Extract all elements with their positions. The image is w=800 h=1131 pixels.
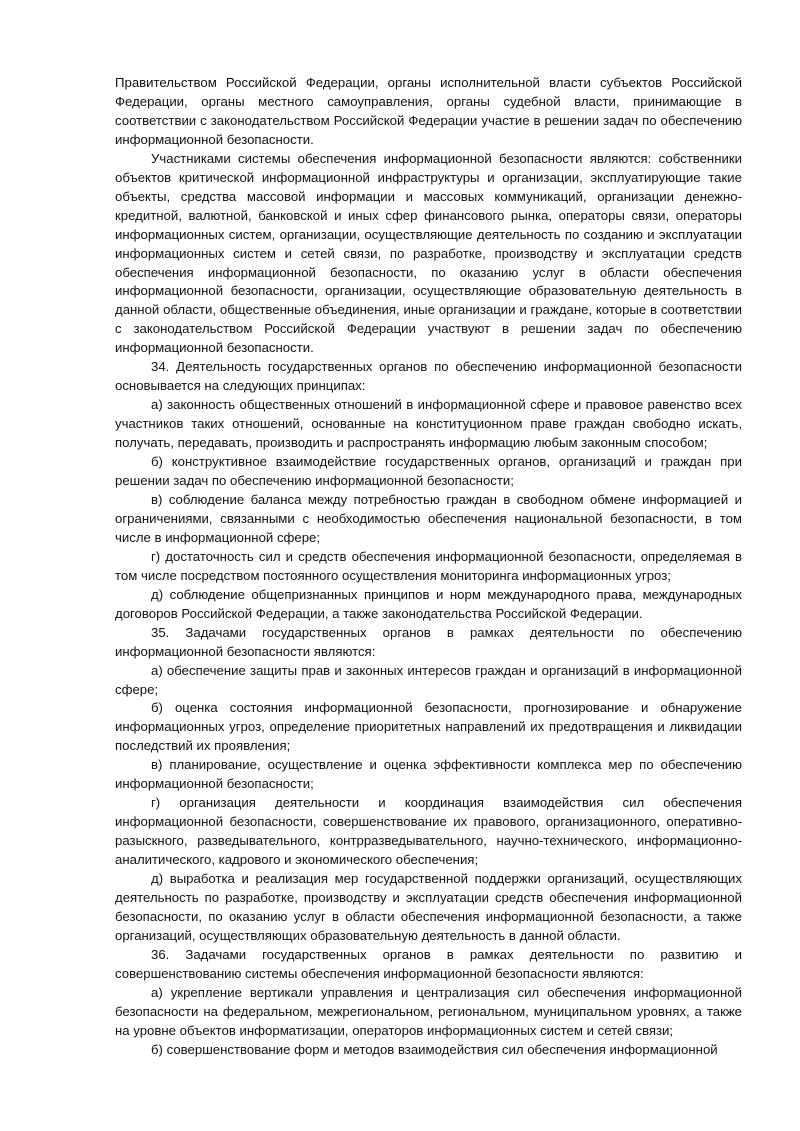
paragraph-8: 35. Задачами государственных органов в рамках деятельности по обеспечению информационной безопасности являются: [115,624,742,659]
paragraph-0: Правительством Российской Федерации, органы исполнительной власти субъектов Российской Федерации, органы местного самоуправления, органы судебной власти, принимающие в соответствии с законодательством Российской Федерации участие в решении задач по обеспечению информационной безопасности. [115,75,742,147]
paragraph-1: Участниками системы обеспечения информационной безопасности являются: собственники объектов критической информационной инфраструктуры и организации, эксплуатирующие такие объекты, средства массовой информации и массовых коммуникаций, организации денежно-кредитной, валютной, банковской и иных сфер финансового рынка, операторы связи, операторы информационных систем, организации, осуществляющие деятельность по созданию и эксплуатации информационных систем и сетей связи, по разработке, производству и эксплуатации средств обеспечения информационной безопасности, по оказанию услуг в области обеспечения информационной безопасности, организации, осуществляющие образовательную деятельность в данной области, общественные объединения, иные организации и граждане, которые в соответствии с законодательством Российской Федерации участвуют в решении задач по обеспечению информационной безопасности. [115,150,742,356]
paragraph-7: д) соблюдение общепризнанных принципов и норм международного права, международных договоров Российской Федерации, а также законодательства Российской Федерации. [115,586,742,621]
paragraph-6: г) достаточность сил и средств обеспечения информационной безопасности, определяемая в том числе посредством постоянного осуществления мониторинга информационных угроз; [115,548,742,583]
paragraph-15: а) укрепление вертикали управления и централизация сил обеспечения информационной безопасности на федеральном, межрегиональном, региональном, муниципальном уровнях, а также на уровне объектов информатизации, операторов информационных систем и сетей связи; [115,984,742,1038]
paragraph-10: б) оценка состояния информационной безопасности, прогнозирование и обнаружение информационных угроз, определение приоритетных направлений их предотвращения и ликвидации последствий их проявления; [115,700,742,754]
paragraph-16: б) совершенствование форм и методов взаимодействия сил обеспечения информационной [151,1041,718,1057]
paragraph-9: а) обеспечение защиты прав и законных интересов граждан и организаций в информационной сфере; [115,662,742,697]
paragraph-13: д) выработка и реализация мер государственной поддержки организаций, осуществляющих деятельность по разработке, производству и эксплуатации средств обеспечения информационной безопасности, по оказанию услуг в области обеспечения информационной безопасности, а также организаций, осуществляющих образовательную деятельность в данной области. [115,871,742,943]
paragraph-11: в) планирование, осуществление и оценка эффективности комплекса мер по обеспечению информационной безопасности; [115,757,742,792]
paragraph-4: б) конструктивное взаимодействие государственных органов, организаций и граждан при решении задач по обеспечению информационной безопасности; [115,454,742,489]
paragraph-12: г) организация деятельности и координация взаимодействия сил обеспечения информационной безопасности, совершенствование их правового, организационного, оперативно-разыскного, разведывательного, контрразведывательного, научно-технического, информационно-аналитического, кадрового и экономического обеспечения; [115,795,742,868]
paragraph-5: в) соблюдение баланса между потребностью граждан в свободном обмене информацией и ограничениями, связанными с необходимостью обеспечения национальной безопасности, в том числе в информационной сфере; [115,491,742,545]
paragraph-14: 36. Задачами государственных органов в рамках деятельности по развитию и совершенствованию системы обеспечения информационной безопасности являются: [115,946,742,981]
paragraph-2: 34. Деятельность государственных органов по обеспечению информационной безопасности основывается на следующих принципах: [115,359,742,394]
document-body [115,74,742,1060]
paragraph-3: а) законность общественных отношений в информационной сфере и правовое равенство всех участников таких отношений, основанные на конституционном праве граждан свободно искать, получать, передавать, производить и распространять информацию любым законным способом; [115,397,742,451]
